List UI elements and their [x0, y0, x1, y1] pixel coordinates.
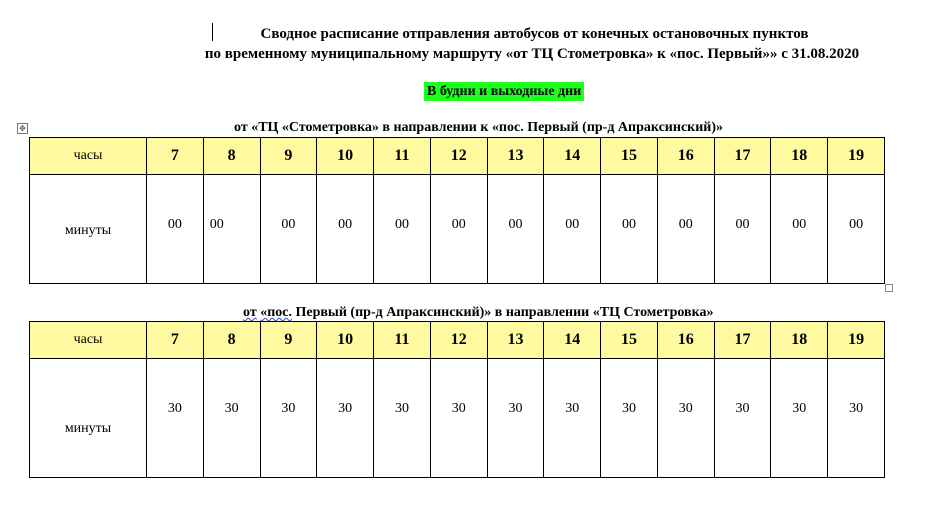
minute-cell: 00: [601, 175, 658, 284]
hours-row: [30, 138, 885, 175]
minute-cell: 00: [260, 175, 317, 284]
hour-cell: 9: [260, 322, 317, 359]
hour-cell: 11: [374, 138, 431, 175]
hour-cell: 12: [430, 322, 487, 359]
minute-cell: 00: [771, 175, 828, 284]
hour-cell: 7: [147, 138, 204, 175]
hour-cell: 12: [430, 138, 487, 175]
hour-cell: 15: [601, 322, 658, 359]
document-title: [0, 24, 939, 64]
minute-cell: 00: [487, 175, 544, 284]
hour-cell: 19: [828, 138, 885, 175]
minute-cell: 00: [544, 175, 601, 284]
minutes-label: минуты: [30, 359, 147, 478]
hour-cell: 16: [657, 322, 714, 359]
hour-cell: 15: [601, 138, 658, 175]
minute-cell: 00: [374, 175, 431, 284]
minute-cell: 30: [317, 359, 374, 478]
hour-cell: 17: [714, 322, 771, 359]
minute-cell: 30: [601, 359, 658, 478]
caption-rest: Первый (пр-д Апраксинский)» в направлении «ТЦ Стометровка»: [295, 305, 714, 320]
hour-cell: 9: [260, 138, 317, 175]
minute-cell: 00: [203, 175, 260, 284]
hour-cell: 10: [317, 138, 374, 175]
minute-cell: 30: [374, 359, 431, 478]
hours-label: часы: [30, 138, 147, 175]
hour-cell: 13: [487, 138, 544, 175]
minute-cell: 30: [714, 359, 771, 478]
minute-cell: 00: [714, 175, 771, 284]
hour-cell: 18: [771, 138, 828, 175]
schedule-table-outbound: [29, 137, 885, 284]
minute-cell: 30: [487, 359, 544, 478]
hour-cell: 17: [714, 138, 771, 175]
hour-cell: 18: [771, 322, 828, 359]
hours-label: часы: [30, 322, 147, 359]
minute-cell: 30: [203, 359, 260, 478]
hour-cell: 11: [374, 322, 431, 359]
minute-cell: 30: [544, 359, 601, 478]
hour-cell: 13: [487, 322, 544, 359]
minute-cell: 30: [828, 359, 885, 478]
minute-cell: 30: [260, 359, 317, 478]
hour-cell: 14: [544, 322, 601, 359]
minutes-label: минуты: [30, 175, 147, 284]
minutes-row: [30, 175, 885, 284]
section1-caption: от «ТЦ «Стометровка» в направлении к «пос. Первый (пр-д Апраксинский)»: [234, 120, 724, 135]
minute-cell: 00: [147, 175, 204, 284]
hour-cell: 7: [147, 322, 204, 359]
minute-cell: 30: [147, 359, 204, 478]
title-line-2: по временному муниципальному маршруту «от ТЦ Стометровка» к «пос. Первый»» с 31.08.2020: [204, 46, 860, 62]
minute-cell: 00: [828, 175, 885, 284]
hours-row: [30, 322, 885, 359]
minute-cell: 30: [657, 359, 714, 478]
section2-caption: [243, 305, 713, 321]
table-move-handle-icon[interactable]: ✥: [17, 123, 28, 134]
caption-prefix: от: [243, 305, 257, 320]
hour-cell: 16: [657, 138, 714, 175]
minute-cell: 30: [430, 359, 487, 478]
minute-cell: 00: [430, 175, 487, 284]
schedule-table-return: [29, 321, 885, 478]
days-highlight: В будни и выходные дни: [424, 82, 584, 101]
hour-cell: 8: [203, 138, 260, 175]
minutes-row: [30, 359, 885, 478]
minute-cell: 30: [771, 359, 828, 478]
hour-cell: 19: [828, 322, 885, 359]
hour-cell: 14: [544, 138, 601, 175]
caption-squiggle: «пос.: [260, 305, 292, 320]
table-resize-handle[interactable]: [885, 284, 893, 292]
hour-cell: 8: [203, 322, 260, 359]
title-line-1: Сводное расписание отправления автобусов от конечных остановочных пунктов: [260, 26, 809, 42]
minute-cell: 00: [317, 175, 374, 284]
minute-cell: 00: [657, 175, 714, 284]
hour-cell: 10: [317, 322, 374, 359]
